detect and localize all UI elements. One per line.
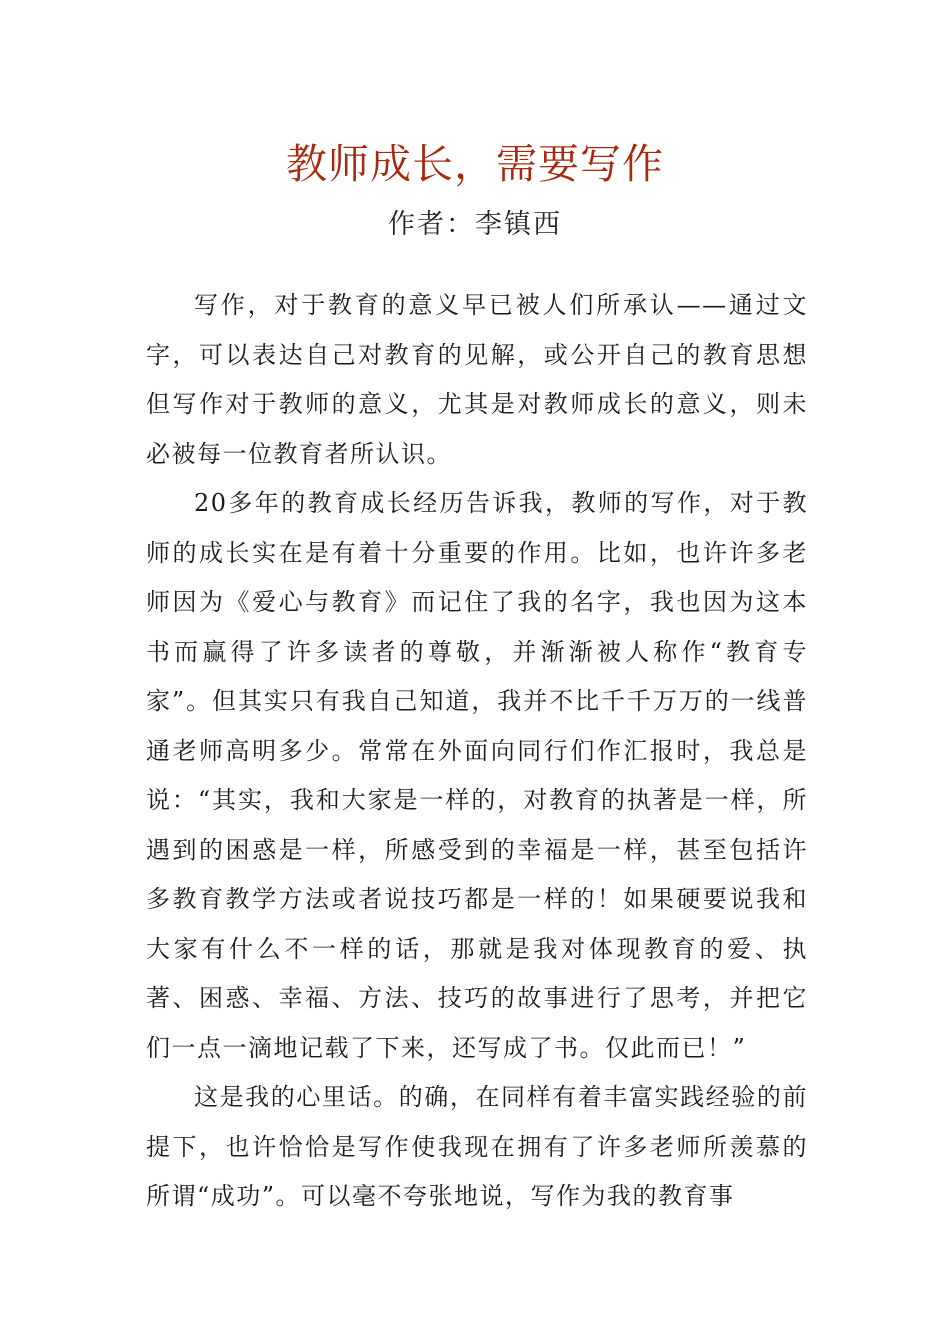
article-body [146,281,808,1222]
paragraph: 20多年的教育成长经历告诉我，教师的写作，对于教师的成长实在是有着十分重要的作用。比如，也许许多老师因为《爱心与教育》而记住了我的名字，我也因为这本书而赢得了许多读者的尊敬，并渐渐被人称作“教育专家”。但其实只有我自己知道，我并不比千千万万的一线普通老师高明多少。常常在外面向同行们作汇报时，我总是说：“其实，我和大家是一样的，对教育的执著是一样，所遇到的困惑是一样，所感受到的幸福是一样，甚至包括许多教育教学方法或者说技巧都是一样的！如果硬要说我和大家有什么不一样的话，那就是我对体现教育的爱、执著、困惑、幸福、方法、技巧的故事进行了思考，并把它们一点一滴地记载了下来，还写成了书。仅此而已！” [146,489,808,1062]
paragraph: 写作，对于教育的意义早已被人们所承认——通过文字，可以表达自己对教育的见解，或公开自己的教育思想但写作对于教师的意义，尤其是对教师成长的意义，则未必被每一位教育者所认识。 [146,291,808,468]
document-title: 教师成长，需要写作 [286,140,664,188]
paragraph: 这是我的心里话。的确，在同样有着丰富实践经验的前提下，也许恰恰是写作使我现在拥有了许多老师所羡慕的所谓“成功”。可以毫不夸张地说，写作为我的教育事 [146,1083,808,1210]
author-line: 作者：李镇西 [388,209,562,240]
